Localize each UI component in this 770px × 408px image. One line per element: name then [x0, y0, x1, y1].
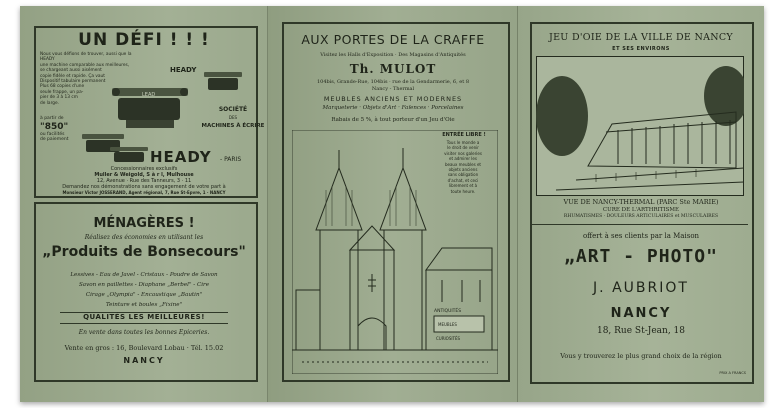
craffe-title: AUX PORTES DE LA CRAFFE [301, 32, 485, 47]
entree-text-line: librement et à [448, 183, 478, 189]
visitez-line: Visitez les Halls d'Exposition · Des Magasins d'Antiquités [320, 52, 466, 58]
vente-line: En vente dans toutes les bonnes Epiceries. [78, 329, 210, 336]
promo-line: copie fidèle et rapide. Ça vaut [40, 73, 105, 79]
societe-line: MACHINES À ÉCRIRE [201, 123, 265, 129]
shop-sign-text: MEUBLES [438, 322, 457, 327]
promo-line: pier de 3 à 13 cm [40, 95, 78, 101]
menageres-intro: Réalisez des économies en utilisant les [84, 234, 204, 241]
right-city: NANCY [610, 306, 672, 321]
price-line: de paiement [40, 137, 69, 142]
price-line: à partir de [40, 116, 64, 121]
rabais-line: Rabais de 5 %, à tout porteur d'un Jeu d'Oie [331, 117, 455, 123]
product-list [20, 270, 268, 310]
divider [532, 224, 748, 225]
price-block [40, 116, 80, 143]
price-value: "850" [40, 121, 69, 132]
entree-text-line: toute heure. [450, 188, 476, 194]
product-list-line: Cirage „Olympia" - Encaustique „Bautin" [85, 292, 203, 298]
product-list-line: Teinture et boules „Fixine" [105, 302, 183, 308]
right-address: 18, Rue St-Jean, 18 [596, 326, 686, 336]
jeu-oie-subtitle: ET SES ENVIRONS [612, 46, 670, 52]
cure-line: CURE DE L'ARTHRITISME [602, 207, 680, 213]
art-photo-brand: „ART - PHOTO" [564, 246, 718, 267]
printer-mark: PRIX A FRANCS [719, 371, 746, 375]
jeu-oie-title: JEU D'OIE DE LA VILLE DE NANCY [548, 32, 734, 43]
agent-line: Monsieur Victor JOSSERAND, Agent régional, 7, Rue St-Epvre, 1 · NANCY [62, 190, 226, 195]
heady-brand: HEADY [150, 148, 212, 166]
dealer-address: 12, Avenue · Rue des Tanneurs, 3 · 11 [96, 178, 192, 184]
maladies-line: RHUMATISMES · DOULEURS ARTICULAIRES et MUSCULAIRES [563, 214, 719, 219]
left-panel [20, 6, 268, 402]
product-name: „Produits de Bonsecours" [42, 244, 246, 260]
shop-sign-text: CURIOSITÉS [436, 336, 461, 341]
entree-text-line: et admirer les [449, 156, 477, 162]
entree-title: ENTRÉE LIBRE ! [442, 132, 486, 138]
meubles-line: MEUBLES ANCIENS ET MODERNES [323, 95, 463, 103]
defi-title: UN DÉFI ! ! ! [78, 30, 210, 50]
demand-line: Demandez nos démonstrations sans engagement de votre part à [62, 184, 226, 190]
gros-line: Vente en gros : 16, Boulevard Lobau · Tél. 15.02 [64, 344, 224, 352]
porte-craffe-illustration [292, 130, 498, 374]
promo-line: de large. [40, 100, 59, 106]
divider [60, 323, 228, 324]
heady-city: - PARIS [220, 156, 242, 163]
promo-line: Dispositif tabulaire permanent [40, 79, 106, 85]
promo-line: Nous vous défions de trouver, aussi que la HEADY [40, 52, 132, 63]
societe-line: SOCIÉTÉ [218, 106, 248, 113]
brochure-sheet [20, 6, 764, 402]
product-list-line: Savon en paillettes - Diaphane „Berbel" - Cire [78, 282, 210, 288]
product-list-line: Lessives - Eau de Javel - Cristaux - Poudre de Savon [70, 272, 218, 278]
heady-small-label: HEADY [170, 66, 197, 74]
mulot-address: 104bis, Grande-Rue, 104bis · rue de la Gendarmerie, 6, et 8 [316, 79, 470, 85]
entree-text-line: objets anciens [448, 167, 478, 173]
societe-block [200, 106, 266, 130]
menageres-title: MÉNAGÈRES ! [93, 216, 195, 231]
mulot-city: Nancy - Thermal [371, 86, 415, 92]
owner-name: J. AUBRIOT [593, 280, 689, 296]
concess-label: Concessionnaires exclusifs [110, 166, 178, 172]
shop-sign-text: ANTIQUITÉS [434, 309, 462, 314]
price-line: ou facilités [40, 131, 65, 137]
societe-line: DES [228, 115, 238, 120]
entree-text-line: le droit de venir [447, 145, 479, 151]
qualites-line: QUALITÉS LES MEILLEURES! [83, 313, 205, 321]
promo-line: seule frappe, un pa- [40, 89, 84, 95]
machine-label: LEAD [142, 92, 156, 98]
thermal-caption: VUE DE NANCY-THERMAL (PARC Ste MARIE) [563, 198, 719, 206]
entree-text-line: beaux meubles et [444, 161, 481, 167]
entree-text-line: sans obligation [447, 172, 479, 178]
slogan-line: Vous y trouverez le plus grand choix de la région [560, 352, 722, 360]
nancy-thermal-illustration [536, 56, 744, 196]
promo-line: se chargeant aussi aisément [40, 68, 102, 74]
entree-text-line: visiter nos galeries [444, 150, 482, 156]
right-panel [518, 6, 764, 402]
promo-line: une machine comparable aux meilleures, [40, 62, 130, 68]
middle-panel [268, 6, 518, 402]
mulot-name: Th. MULOT [349, 62, 437, 76]
promo-line: Plus 68 copies d'une [40, 84, 85, 90]
dealer-name: Muller & Weigold, S à r l, Mulhouse [94, 172, 194, 178]
entree-text-line: d'achat, et ceci [447, 177, 479, 183]
menageres-city: NANCY [123, 356, 165, 365]
items-line: Marqueterie · Objets d'Art · Faïences · Porcelaines [322, 105, 464, 111]
entree-text-line: Tous le monde a [446, 140, 480, 145]
offert-line: offert à ses clients par la Maison [582, 232, 700, 240]
